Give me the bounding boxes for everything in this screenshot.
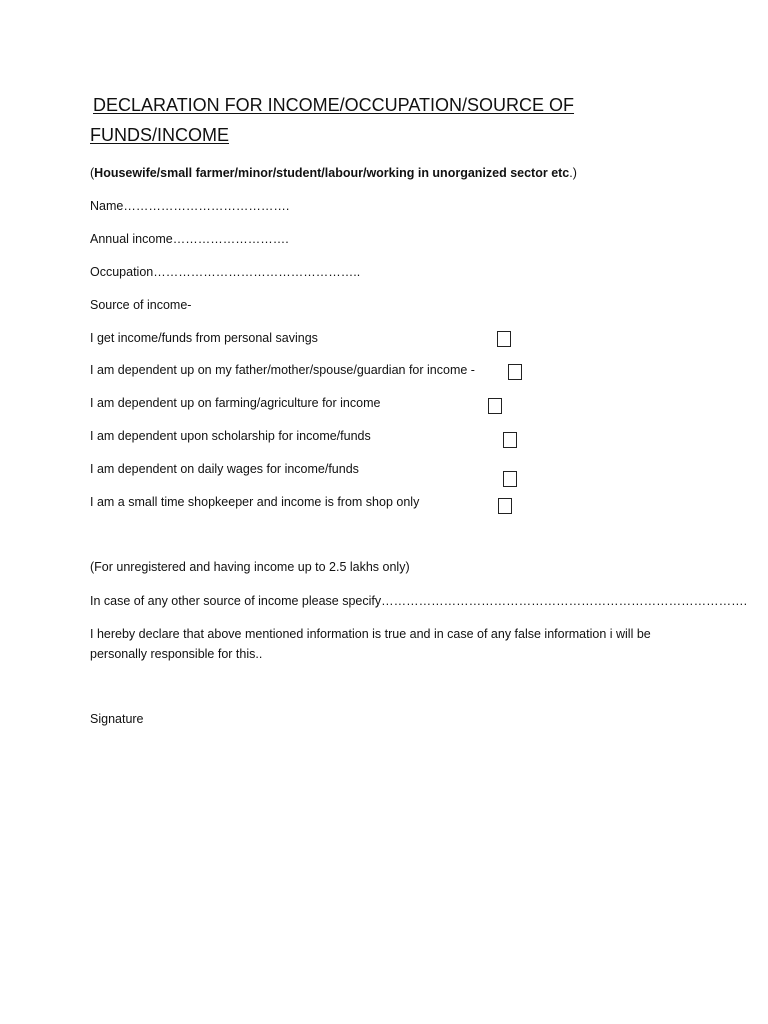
subtitle-open-paren: ( bbox=[90, 166, 95, 180]
form-title-line-1: DECLARATION FOR INCOME/OCCUPATION/SOURCE OF bbox=[93, 95, 575, 115]
option-label-personal-savings: I get income/funds from personal savings bbox=[90, 331, 318, 345]
option-label-dependent-family: I am dependent up on my father/mother/spouse/guardian for income - bbox=[90, 363, 475, 377]
name-field[interactable]: Name…………………………………. bbox=[90, 199, 290, 213]
option-label-farming: I am dependent up on farming/agriculture for income bbox=[90, 396, 381, 410]
checkbox-farming[interactable] bbox=[488, 398, 502, 414]
occupation-field[interactable]: Occupation………………………………………….. bbox=[90, 265, 361, 279]
signature-label: Signature bbox=[90, 712, 144, 726]
source-of-income-heading: Source of income- bbox=[90, 298, 192, 312]
checkbox-daily-wages[interactable] bbox=[503, 471, 517, 487]
form-title-line-2: FUNDS/INCOME bbox=[90, 125, 229, 145]
other-source-field[interactable]: In case of any other source of income please specify……………………………………………………………………………. bbox=[90, 594, 748, 608]
checkbox-scholarship[interactable] bbox=[503, 432, 517, 448]
subtitle-categories: Housewife/small farmer/minor/student/labour/working in unorganized sector etc bbox=[94, 166, 570, 180]
checkbox-dependent-family[interactable] bbox=[508, 364, 522, 380]
eligibility-note: (For unregistered and having income up to 2.5 lakhs only) bbox=[90, 560, 410, 574]
option-label-daily-wages: I am dependent on daily wages for income/funds bbox=[90, 462, 359, 476]
option-label-shopkeeper: I am a small time shopkeeper and income is from shop only bbox=[90, 495, 420, 509]
applicable-categories bbox=[90, 166, 577, 181]
option-label-scholarship: I am dependent upon scholarship for income/funds bbox=[90, 429, 371, 443]
checkbox-shopkeeper[interactable] bbox=[498, 498, 512, 514]
checkbox-personal-savings[interactable] bbox=[497, 331, 511, 347]
annual-income-field[interactable]: Annual income………………………. bbox=[90, 232, 289, 246]
subtitle-close-paren: .) bbox=[569, 166, 577, 180]
declaration-statement: I hereby declare that above mentioned information is true and in case of any false information i will be personally responsible for this.. bbox=[90, 627, 651, 661]
